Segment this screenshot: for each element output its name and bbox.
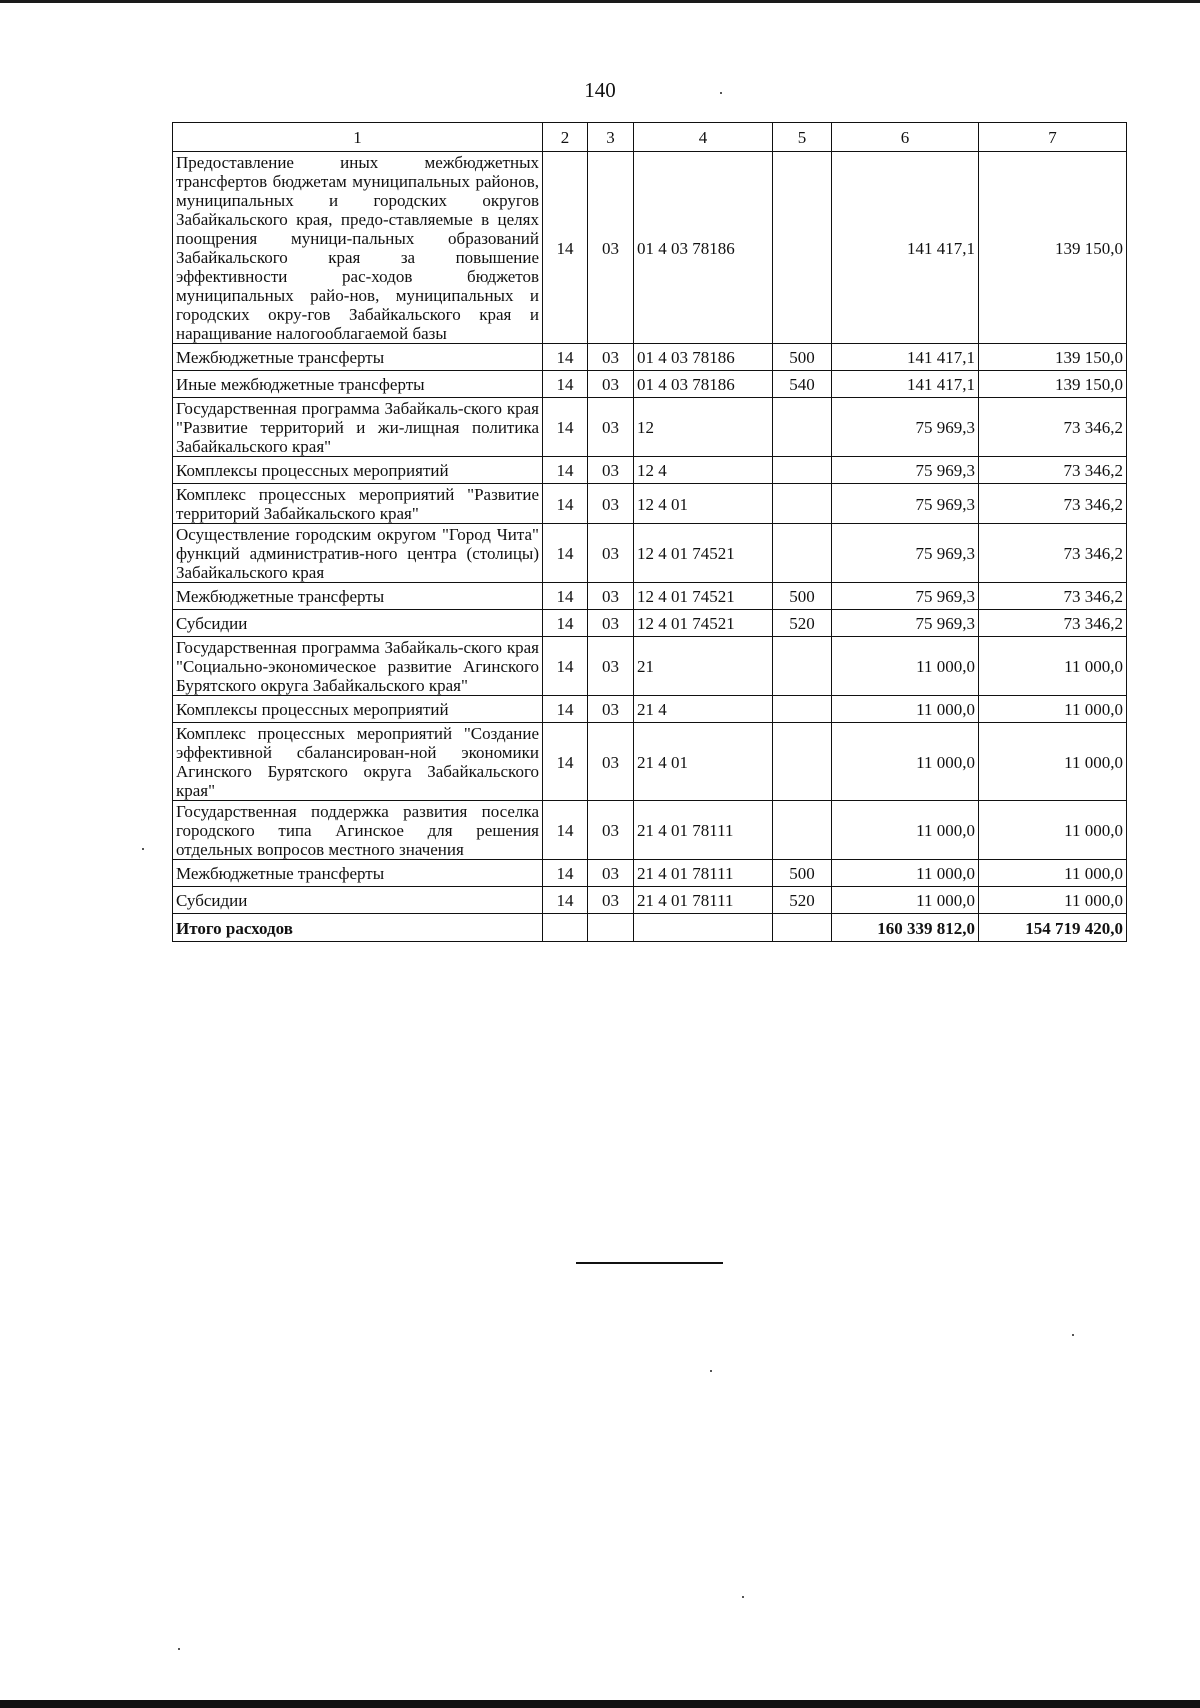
- row-section-code: 14: [543, 723, 588, 801]
- row-description: Государственная программа Забайкаль-ского края "Социально-экономическое развитие Агинского Бурятского округа Забайкальского края": [173, 637, 543, 696]
- total-empty-cell: [773, 914, 832, 942]
- row-expense-type-code: [773, 723, 832, 801]
- row-section-code: 14: [543, 524, 588, 583]
- table-row: [173, 457, 1127, 484]
- row-target-code: 01 4 03 78186: [634, 344, 773, 371]
- row-amount-year-2: 73 346,2: [979, 484, 1127, 524]
- table-row: [173, 484, 1127, 524]
- row-target-code: 12: [634, 398, 773, 457]
- row-amount-year-1: 11 000,0: [832, 801, 979, 860]
- row-amount-year-2: 73 346,2: [979, 524, 1127, 583]
- row-amount-year-2: 139 150,0: [979, 152, 1127, 344]
- column-header-7: 7: [979, 123, 1127, 152]
- row-section-code: 14: [543, 610, 588, 637]
- total-empty-cell: [634, 914, 773, 942]
- row-amount-year-1: 141 417,1: [832, 371, 979, 398]
- row-amount-year-2: 73 346,2: [979, 398, 1127, 457]
- row-subsection-code: 03: [588, 637, 634, 696]
- row-amount-year-2: 11 000,0: [979, 887, 1127, 914]
- row-subsection-code: 03: [588, 801, 634, 860]
- row-expense-type-code: [773, 696, 832, 723]
- table-row: [173, 398, 1127, 457]
- row-target-code: 21 4 01: [634, 723, 773, 801]
- row-expense-type-code: [773, 484, 832, 524]
- row-amount-year-1: 75 969,3: [832, 610, 979, 637]
- row-expense-type-code: 540: [773, 371, 832, 398]
- row-target-code: 12 4 01: [634, 484, 773, 524]
- row-expense-type-code: [773, 398, 832, 457]
- column-header-2: 2: [543, 123, 588, 152]
- column-header-5: 5: [773, 123, 832, 152]
- row-description: Комплексы процессных мероприятий: [173, 457, 543, 484]
- scan-border-top: [0, 0, 1200, 3]
- total-empty-cell: [543, 914, 588, 942]
- row-amount-year-1: 75 969,3: [832, 398, 979, 457]
- row-amount-year-2: 11 000,0: [979, 860, 1127, 887]
- row-section-code: 14: [543, 398, 588, 457]
- row-description: Комплексы процессных мероприятий: [173, 696, 543, 723]
- row-amount-year-1: 141 417,1: [832, 344, 979, 371]
- row-subsection-code: 03: [588, 696, 634, 723]
- total-label: Итого расходов: [173, 914, 543, 942]
- total-row: [173, 914, 1127, 942]
- row-subsection-code: 03: [588, 484, 634, 524]
- row-section-code: 14: [543, 860, 588, 887]
- row-section-code: 14: [543, 583, 588, 610]
- row-expense-type-code: [773, 801, 832, 860]
- scan-speck: [1072, 1334, 1074, 1336]
- scan-speck: [742, 1596, 744, 1598]
- row-amount-year-1: 75 969,3: [832, 524, 979, 583]
- row-subsection-code: 03: [588, 887, 634, 914]
- row-target-code: 01 4 03 78186: [634, 371, 773, 398]
- row-expense-type-code: 500: [773, 860, 832, 887]
- row-target-code: 12 4 01 74521: [634, 583, 773, 610]
- row-description: Межбюджетные трансферты: [173, 344, 543, 371]
- row-target-code: 01 4 03 78186: [634, 152, 773, 344]
- table-row: [173, 723, 1127, 801]
- column-header-1: 1: [173, 123, 543, 152]
- row-subsection-code: 03: [588, 152, 634, 344]
- page-number: 140: [584, 78, 616, 102]
- row-target-code: 21 4 01 78111: [634, 887, 773, 914]
- row-section-code: 14: [543, 484, 588, 524]
- row-amount-year-2: 11 000,0: [979, 696, 1127, 723]
- row-target-code: 21 4 01 78111: [634, 860, 773, 887]
- row-amount-year-1: 11 000,0: [832, 696, 979, 723]
- scan-speck: [178, 1648, 180, 1650]
- row-amount-year-2: 139 150,0: [979, 371, 1127, 398]
- row-amount-year-2: 11 000,0: [979, 801, 1127, 860]
- row-expense-type-code: [773, 637, 832, 696]
- table-row: [173, 583, 1127, 610]
- row-expense-type-code: 520: [773, 887, 832, 914]
- column-header-3: 3: [588, 123, 634, 152]
- row-subsection-code: 03: [588, 583, 634, 610]
- row-amount-year-1: 11 000,0: [832, 887, 979, 914]
- row-description: Иные межбюджетные трансферты: [173, 371, 543, 398]
- row-amount-year-2: 11 000,0: [979, 637, 1127, 696]
- total-amount-year-2: 154 719 420,0: [979, 914, 1127, 942]
- row-section-code: 14: [543, 344, 588, 371]
- row-amount-year-1: 75 969,3: [832, 484, 979, 524]
- scan-speck: [720, 92, 722, 94]
- table-row: [173, 344, 1127, 371]
- row-description: Предоставление иных межбюджетных трансфертов бюджетам муниципальных районов, муниципальных и городских округов Забайкальского края, предо-ставляемые в целях поощрения муници-пальных образований Забайкальского края за повышение эффективности рас-ходов бюджетов муниципальных райо-нов, муниципальных и городских окру-гов Забайкальского края и наращивание налогооблагаемой базы: [173, 152, 543, 344]
- table-header-row: [173, 123, 1127, 152]
- row-amount-year-2: 73 346,2: [979, 610, 1127, 637]
- row-section-code: 14: [543, 371, 588, 398]
- row-description: Межбюджетные трансферты: [173, 583, 543, 610]
- table-row: [173, 801, 1127, 860]
- row-expense-type-code: 500: [773, 344, 832, 371]
- row-target-code: 21 4 01 78111: [634, 801, 773, 860]
- row-target-code: 12 4 01 74521: [634, 524, 773, 583]
- row-subsection-code: 03: [588, 524, 634, 583]
- row-description: Субсидии: [173, 610, 543, 637]
- row-amount-year-1: 75 969,3: [832, 583, 979, 610]
- row-section-code: 14: [543, 696, 588, 723]
- row-description: Комплекс процессных мероприятий "Развитие территорий Забайкальского края": [173, 484, 543, 524]
- row-description: Субсидии: [173, 887, 543, 914]
- table-row: [173, 371, 1127, 398]
- row-subsection-code: 03: [588, 398, 634, 457]
- row-subsection-code: 03: [588, 344, 634, 371]
- row-amount-year-1: 11 000,0: [832, 723, 979, 801]
- row-amount-year-1: 75 969,3: [832, 457, 979, 484]
- row-amount-year-1: 11 000,0: [832, 637, 979, 696]
- row-section-code: 14: [543, 637, 588, 696]
- column-header-4: 4: [634, 123, 773, 152]
- row-description: Комплекс процессных мероприятий "Создание эффективной сбалансирован-ной экономики Агинского Бурятского округа Забайкальского края": [173, 723, 543, 801]
- total-empty-cell: [588, 914, 634, 942]
- row-description: Межбюджетные трансферты: [173, 860, 543, 887]
- row-amount-year-1: 11 000,0: [832, 860, 979, 887]
- table-row: [173, 610, 1127, 637]
- row-amount-year-2: 11 000,0: [979, 723, 1127, 801]
- row-subsection-code: 03: [588, 457, 634, 484]
- row-description: Государственная поддержка развития поселка городского типа Агинское для решения отдельных вопросов местного значения: [173, 801, 543, 860]
- table-row: [173, 696, 1127, 723]
- row-section-code: 14: [543, 801, 588, 860]
- table-row: [173, 524, 1127, 583]
- table-row: [173, 637, 1127, 696]
- row-expense-type-code: 520: [773, 610, 832, 637]
- row-section-code: 14: [543, 887, 588, 914]
- table-row: [173, 887, 1127, 914]
- row-subsection-code: 03: [588, 371, 634, 398]
- closing-rule: [576, 1262, 723, 1264]
- table-row: [173, 152, 1127, 344]
- row-description: Осуществление городским округом "Город Чита" функций административ-ного центра (столицы) Забайкальского края: [173, 524, 543, 583]
- column-header-6: 6: [832, 123, 979, 152]
- table-row: [173, 860, 1127, 887]
- row-subsection-code: 03: [588, 860, 634, 887]
- row-expense-type-code: 500: [773, 583, 832, 610]
- row-subsection-code: 03: [588, 610, 634, 637]
- row-amount-year-2: 139 150,0: [979, 344, 1127, 371]
- scan-speck: [142, 848, 144, 850]
- row-target-code: 12 4: [634, 457, 773, 484]
- scan-speck: [710, 1370, 712, 1372]
- row-expense-type-code: [773, 524, 832, 583]
- row-expense-type-code: [773, 457, 832, 484]
- row-amount-year-2: 73 346,2: [979, 583, 1127, 610]
- row-section-code: 14: [543, 457, 588, 484]
- row-target-code: 21: [634, 637, 773, 696]
- row-expense-type-code: [773, 152, 832, 344]
- total-amount-year-1: 160 339 812,0: [832, 914, 979, 942]
- row-description: Государственная программа Забайкаль-ского края "Развитие территорий и жи-лищная политика Забайкальского края": [173, 398, 543, 457]
- budget-expenditure-table: [172, 122, 1127, 942]
- row-subsection-code: 03: [588, 723, 634, 801]
- scan-border-bottom: [0, 1700, 1200, 1708]
- row-amount-year-1: 141 417,1: [832, 152, 979, 344]
- row-target-code: 12 4 01 74521: [634, 610, 773, 637]
- row-section-code: 14: [543, 152, 588, 344]
- row-amount-year-2: 73 346,2: [979, 457, 1127, 484]
- row-target-code: 21 4: [634, 696, 773, 723]
